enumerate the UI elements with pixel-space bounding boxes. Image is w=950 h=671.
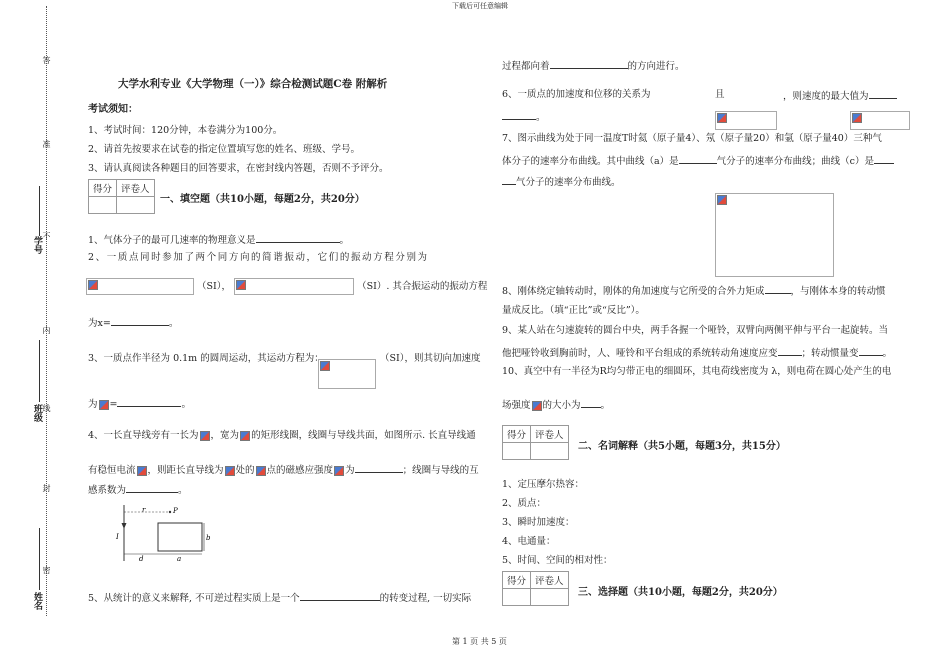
figure-label-i: I	[116, 533, 119, 541]
score-box	[502, 425, 569, 460]
term-item: 2、质点：	[502, 498, 547, 509]
answer-blank[interactable]	[869, 89, 897, 99]
formula-icon	[532, 401, 542, 411]
seal-char: 线	[42, 404, 51, 412]
score-cell[interactable]	[503, 443, 531, 460]
page-footer: 第 1 页 共 5 页	[452, 637, 507, 646]
formula-icon	[225, 466, 235, 476]
seal-char: 密	[42, 566, 51, 574]
reviewer-cell[interactable]	[117, 197, 155, 214]
question-4-line3: 感系数为 。	[88, 485, 188, 496]
question-4-line2: 有稳恒电流 ，则距长直导线为 处的 点的磁感应强度 为 ；线圈与导线的互	[88, 465, 479, 476]
wire-loop-figure	[112, 503, 218, 563]
score-box	[502, 571, 569, 606]
notice-item: 2、请首先按要求在试卷的指定位置填写您的姓名、班级、学号。	[88, 144, 361, 155]
formula-icon	[200, 431, 210, 441]
answer-blank[interactable]	[300, 591, 380, 601]
question-3-cont: （SI），则其切向加速度	[380, 353, 481, 364]
score-label: 得分	[503, 426, 531, 443]
student-id-field[interactable]	[39, 186, 40, 236]
question-4: 4、一长直导线旁有一长为 ，宽为 的矩形线圈，线圈与导线共面，如图所示. 长直导线通	[88, 430, 476, 441]
seal-char: 准	[42, 140, 51, 148]
question-10-line2: 场强度 的大小为 。	[502, 400, 611, 411]
section1-heading: 一、填空题（共10小题，每题2分，共20分）	[160, 194, 365, 205]
question-6-cont: ，则速度的最大值为	[783, 89, 897, 103]
answer-blank[interactable]	[550, 59, 628, 69]
question-10: 10、真空中有一半径为R均匀带正电的细圆环，其电荷线密度为 λ，则电荷在圆心处产生的电	[502, 366, 892, 377]
equation-image	[850, 111, 910, 130]
answer-blank[interactable]	[502, 175, 516, 185]
formula-icon	[256, 466, 266, 476]
answer-blank[interactable]	[355, 463, 403, 473]
score-label: 得分	[89, 180, 117, 197]
reviewer-label: 评卷人	[117, 180, 155, 197]
term-item: 3、瞬时加速度：	[502, 517, 575, 528]
equation-image	[86, 278, 194, 295]
reviewer-cell[interactable]	[531, 443, 569, 460]
reviewer-label: 评卷人	[531, 426, 569, 443]
score-box	[88, 179, 155, 214]
question-2-equations: （SI）， （SI）. 其合振运动的振动方程	[86, 278, 487, 295]
equation-image	[715, 111, 777, 130]
answer-blank[interactable]	[778, 346, 802, 356]
question-5: 5、从统计的意义来解释, 不可逆过程实质上是一个 的转变过程, 一切实际	[88, 593, 472, 604]
notice-item: 1、考试时间：120分钟，本卷满分为100分。	[88, 125, 283, 136]
formula-icon	[240, 431, 250, 441]
section3-heading: 三、选择题（共10小题，每题2分，共20分）	[578, 587, 783, 598]
formula-icon	[334, 466, 344, 476]
formula-icon	[99, 400, 109, 410]
figure-label-a: a	[177, 555, 182, 563]
question-3-answer: 为 = 。	[88, 399, 191, 410]
image-icon	[236, 280, 246, 290]
page-title: 大学水利专业《大学物理（一）》综合检测试题C卷 附解析	[118, 78, 388, 90]
question-6-and: 且	[715, 89, 725, 100]
answer-blank[interactable]	[111, 316, 169, 326]
image-icon	[852, 113, 862, 123]
class-label: 班级	[32, 404, 42, 422]
formula-icon	[137, 466, 147, 476]
question-6-end: 。	[502, 110, 546, 124]
section2-heading: 二、名词解释（共5小题，每题3分，共15分）	[578, 441, 786, 452]
answer-blank[interactable]	[581, 398, 601, 408]
reviewer-label: 评卷人	[531, 572, 569, 589]
image-icon	[717, 113, 727, 123]
velocity-distribution-figure	[715, 193, 834, 277]
answer-blank[interactable]	[256, 233, 340, 243]
question-7-line2: 体分子的速率分布曲线。其中曲线（a）是 气分子的速率分布曲线；曲线（c）是	[502, 154, 894, 168]
question-2: 2、一质点同时参加了两个同方向的简谐振动，它们的振动方程分别为	[88, 252, 429, 263]
seal-char: 答	[42, 56, 51, 64]
figure-label-b: b	[206, 534, 211, 542]
figure-label-r: r	[142, 506, 146, 514]
question-6: 6、一质点的加速度和位移的关系为	[502, 89, 651, 100]
reviewer-cell[interactable]	[531, 589, 569, 606]
term-item: 5、时间、空间的相对性：	[502, 555, 613, 566]
question-7-line3: 气分子的速率分布曲线。	[502, 175, 621, 189]
term-item: 1、定压摩尔热容：	[502, 479, 585, 490]
seal-char: 不	[42, 232, 51, 240]
question-7: 7、图示曲线为处于同一温度T时氦（原子量4）、氖（原子量20）和氩（原子量40）三种气	[502, 133, 882, 144]
notice-heading: 考试须知：	[88, 104, 138, 115]
answer-blank[interactable]	[502, 110, 536, 120]
image-icon	[88, 280, 98, 290]
question-3: 3、一质点作半径为 0.1m 的圆周运动，其运动方程为：	[88, 353, 324, 364]
seal-char: 内	[42, 326, 51, 334]
notice-item: 3、请认真阅读各种题目的回答要求，在密封线内答题，否则不予评分。	[88, 163, 389, 174]
answer-blank[interactable]	[117, 397, 181, 407]
image-icon	[717, 195, 727, 205]
score-cell[interactable]	[503, 589, 531, 606]
question-5-cont: 过程都向着 的方向进行。	[502, 61, 685, 72]
header-note: 下载后可任意编辑	[452, 2, 508, 10]
score-cell[interactable]	[89, 197, 117, 214]
name-label: 姓名	[32, 592, 42, 610]
figure-label-d: d	[139, 555, 144, 563]
answer-blank[interactable]	[765, 284, 791, 294]
score-label: 得分	[503, 572, 531, 589]
term-item: 4、电通量：	[502, 536, 556, 547]
class-field[interactable]	[39, 340, 40, 402]
binding-dotted-line	[46, 6, 47, 616]
seal-char: 封	[42, 484, 51, 492]
answer-blank[interactable]	[679, 154, 717, 164]
answer-blank[interactable]	[859, 346, 883, 356]
figure-label-p: P	[173, 507, 178, 515]
answer-blank[interactable]	[874, 154, 894, 164]
question-8-line2: 量成反比。（填“正比”或“反比”）。	[502, 305, 645, 316]
question-9-line2: 他把哑铃收到胸前时，人、哑铃和平台组成的系统转动角速度应变 ；转动惯量变 。	[502, 348, 893, 359]
question-8: 8、刚体绕定轴转动时，刚体的角加速度与它所受的合外力矩成 ，与刚体本身的转动惯	[502, 286, 886, 297]
question-2-answer: 为x= 。	[88, 318, 179, 329]
equation-image	[318, 359, 376, 389]
equation-image	[234, 278, 354, 295]
question-1: 1、气体分子的最可几速率的物理意义是 。	[88, 235, 350, 246]
answer-blank[interactable]	[126, 483, 178, 493]
question-9: 9、某人站在匀速旋转的圆台中央，两手各握一个哑铃，双臂向两侧平伸与平台一起旋转。当	[502, 325, 889, 336]
student-id-label: 学号	[32, 236, 42, 254]
name-field[interactable]	[39, 528, 40, 590]
